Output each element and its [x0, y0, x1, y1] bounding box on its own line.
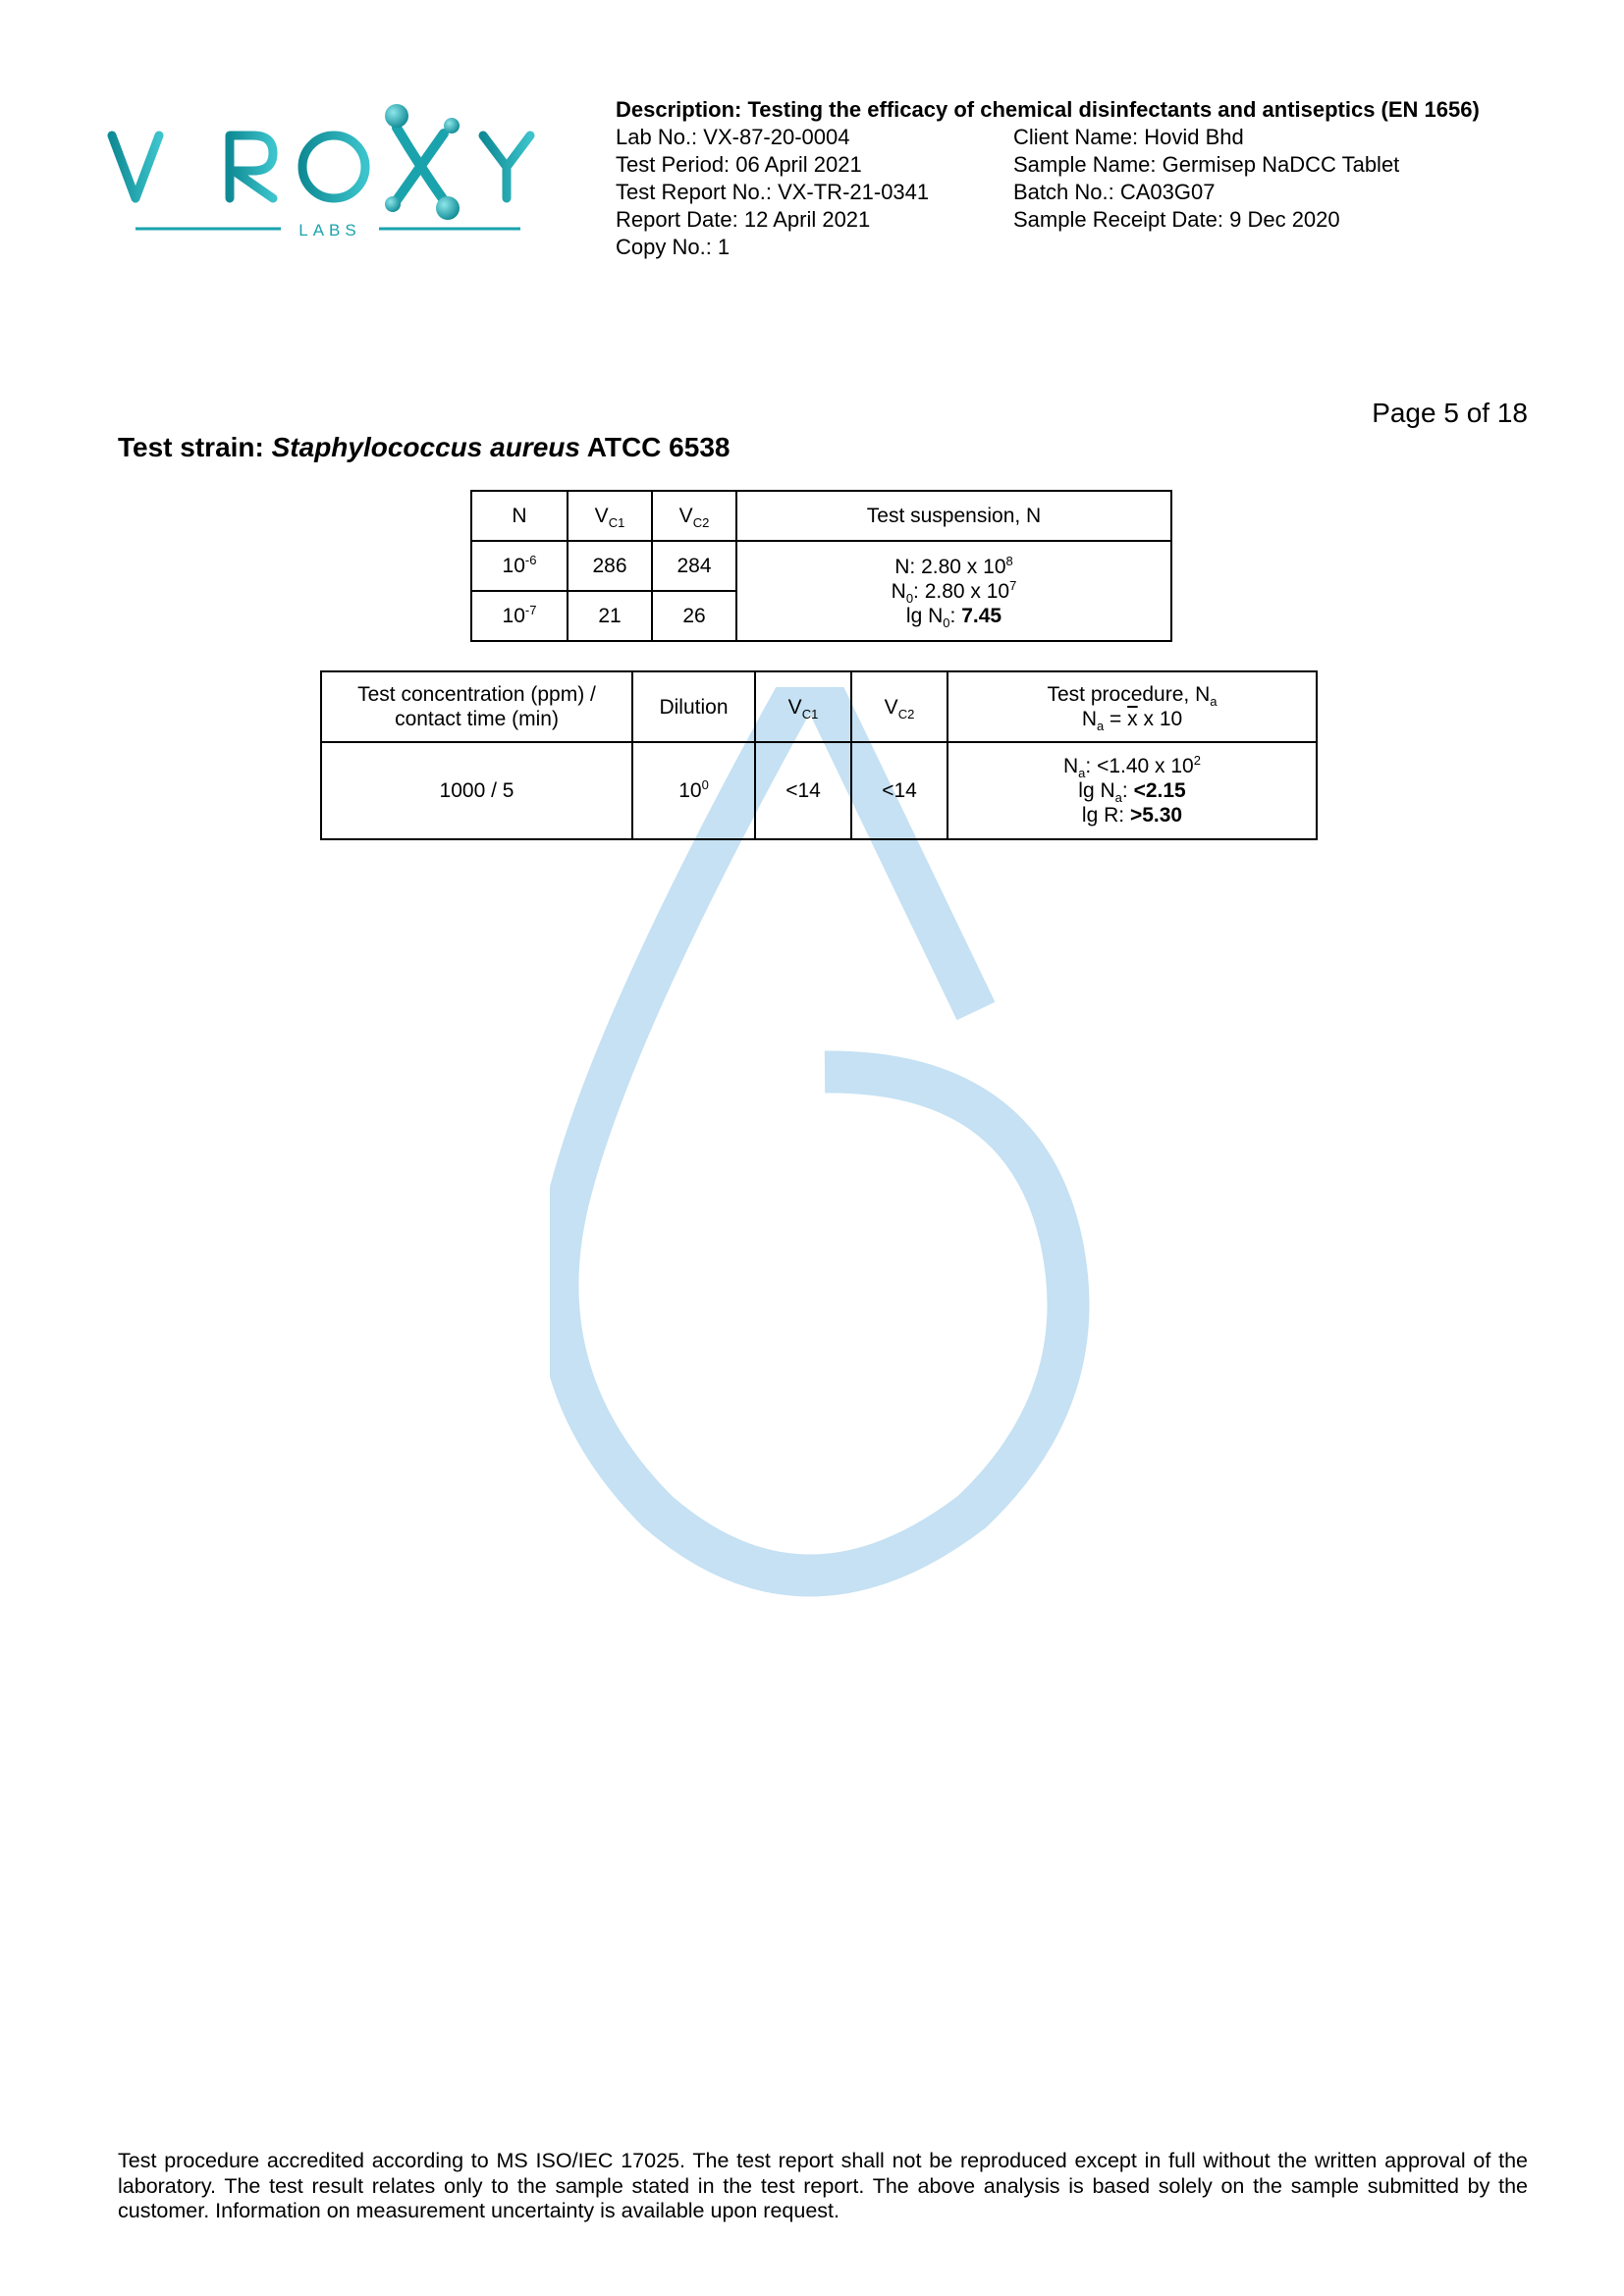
col-vc2: $V_{C2}$	[652, 491, 736, 541]
col-test-procedure: Test procedure, $N_a$ $N_a = \overline{x}$ x 10	[947, 671, 1317, 742]
table-row	[471, 541, 1171, 591]
col-test-concentration: Test concentration (ppm) / contact time (min)	[321, 671, 632, 742]
cell-suspension-results	[736, 541, 1171, 641]
cell-vc2: 26	[652, 591, 736, 641]
na-formula: $N_a = \overline{x}$ x 10	[1081, 708, 1183, 734]
n-value: N: 2.80 x $10^8$	[894, 553, 1013, 578]
col-dilution: Dilution	[632, 671, 755, 742]
sample-receipt-date: Sample Receipt Date: 9 Dec 2020	[1013, 207, 1340, 232]
lg-na-value: $\lg N_a$: <2.15	[1078, 779, 1186, 806]
page-number: Page 5 of 18	[1372, 398, 1528, 428]
logo-labs-text: LABS	[298, 221, 361, 240]
lg-n0-value: $\lg N_0$: 7.45	[905, 604, 1002, 630]
test-report-no: Test Report No.: VX-TR-21-0341	[616, 180, 930, 204]
cell-vc1: 286	[568, 541, 652, 591]
batch-no: Batch No.: CA03G07	[1013, 180, 1216, 204]
col-vc2: $V_{C2}$	[851, 671, 947, 742]
col-vc1: $V_{C1}$	[755, 671, 851, 742]
description: Description: Testing the efficacy of chemical disinfectants and antiseptics (EN 1656)	[616, 97, 1480, 122]
test-suspension-table	[470, 490, 1172, 642]
cell-vc1: 21	[568, 591, 652, 641]
col-vc1: $V_{C1}$	[568, 491, 652, 541]
test-period: Test Period: 06 April 2021	[616, 152, 862, 177]
cell-vc2: <14	[851, 742, 947, 839]
copy-no: Copy No.: 1	[616, 235, 731, 259]
cell-vc1: <14	[755, 742, 851, 839]
cell-vc2: 284	[652, 541, 736, 591]
test-procedure-table	[320, 670, 1318, 840]
viroxy-labs-logo	[106, 98, 558, 245]
table-row	[321, 742, 1317, 839]
col-n: N	[471, 491, 568, 541]
footer-disclaimer: Test procedure accredited according to MS ISO/IEC 17025. The test report shall not be reproduced except in full without the written approval of the laboratory. The test result relates only to the sample stated in the test report. The above analysis is based solely on the sample submitted by the customer. Information on measurement uncertainty is available upon request.	[118, 2149, 1528, 2222]
cell-n: $10^{-6}$	[471, 541, 568, 591]
client-name: Client Name: Hovid Bhd	[1013, 125, 1244, 149]
strain-organism: Staphylococcus aureus	[271, 432, 580, 462]
report-date: Report Date: 12 April 2021	[616, 207, 871, 232]
cell-procedure-results	[947, 742, 1317, 839]
lab-no: Lab No.: VX-87-20-0004	[616, 125, 850, 149]
n0-value: $N_0$: 2.80 x $10^7$	[891, 577, 1017, 606]
cell-n: $10^{-7}$	[471, 591, 568, 641]
lg-r-value: lg R: >5.30	[1081, 804, 1183, 827]
cell-dilution: $10^0$	[632, 742, 755, 839]
report-header	[616, 96, 1480, 261]
na-value: $N_a$: <1.40 x $10^2$	[1063, 753, 1201, 781]
strain-prefix: Test strain:	[118, 432, 272, 462]
strain-suffix: ATCC 6538	[579, 432, 731, 462]
col-test-suspension: Test suspension, N	[736, 491, 1171, 541]
cell-concentration: 1000 / 5	[321, 742, 632, 839]
sample-name: Sample Name: Germisep NaDCC Tablet	[1013, 152, 1400, 177]
test-strain-heading	[118, 432, 730, 463]
